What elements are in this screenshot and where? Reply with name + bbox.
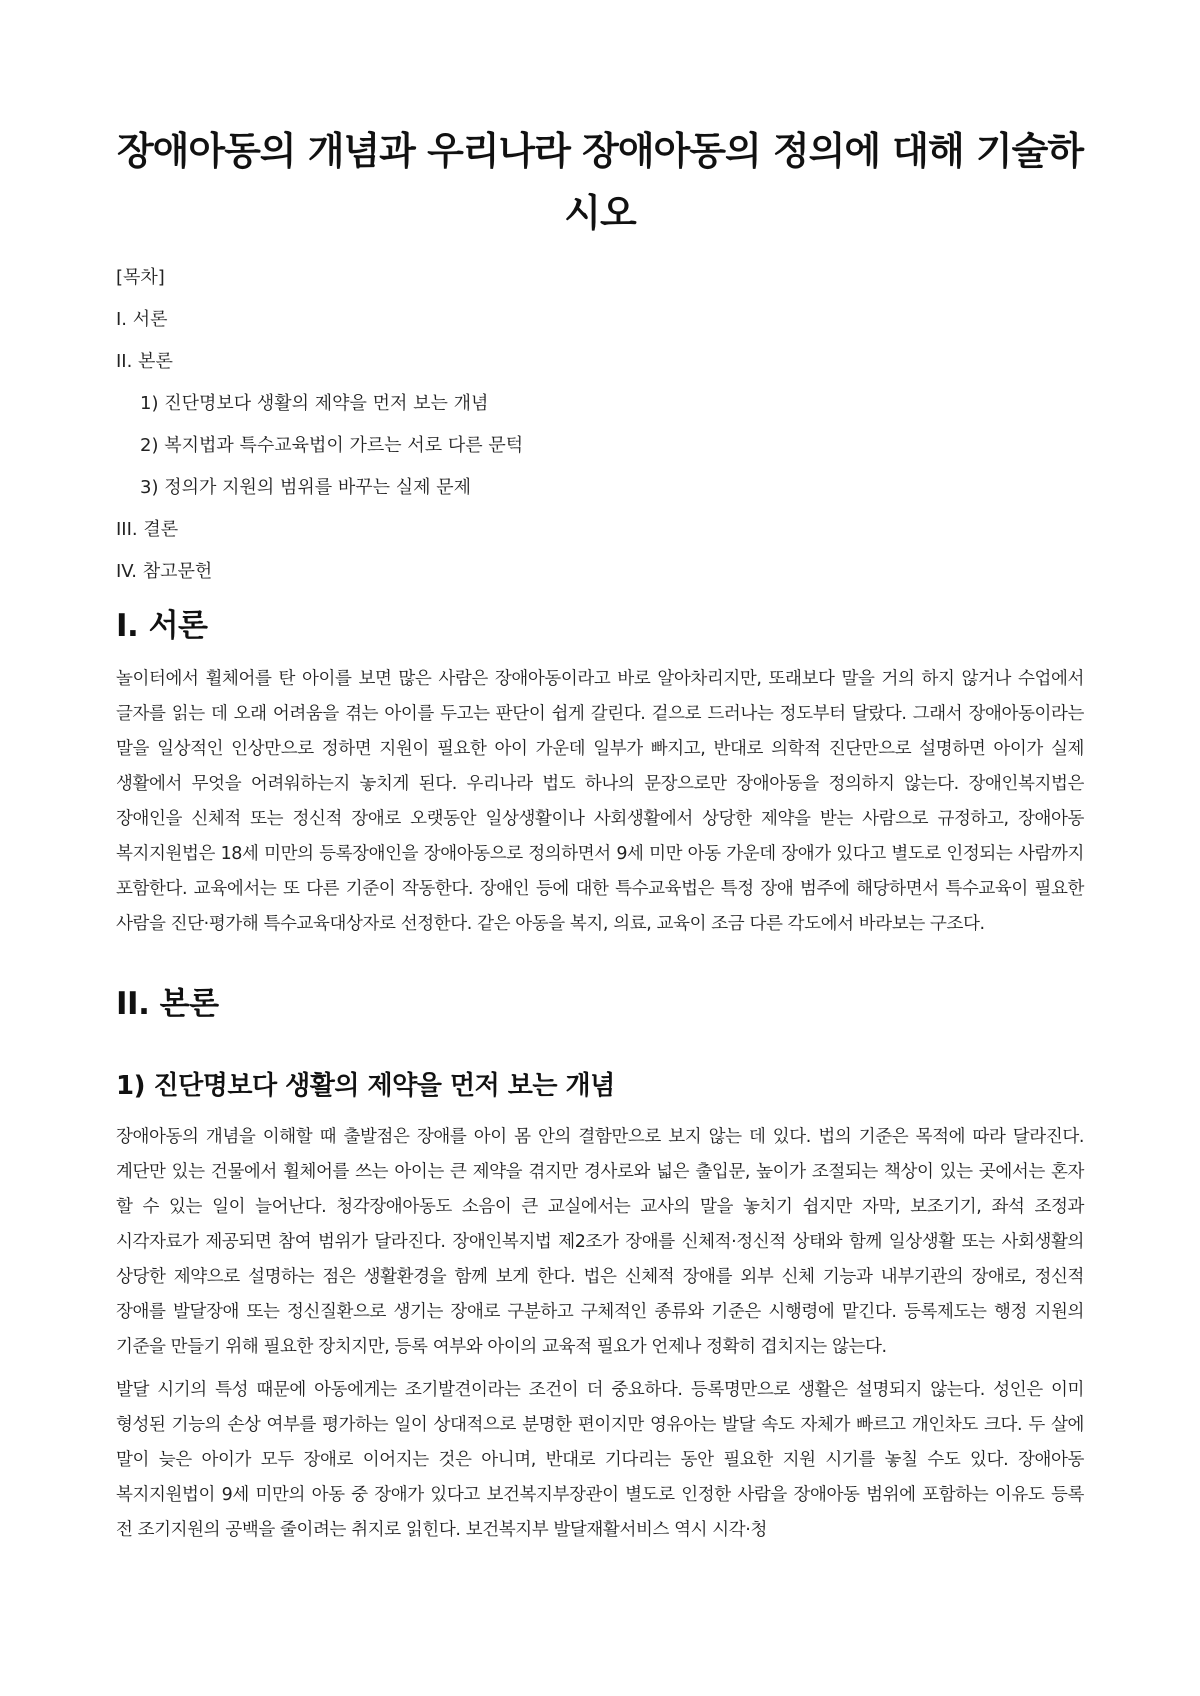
toc-item: II. 본론 xyxy=(116,351,173,372)
toc-subitem: 2) 복지법과 특수교육법이 가르는 서로 다른 문턱 xyxy=(140,435,524,456)
toc-item: III. 결론 xyxy=(116,519,179,540)
body-paragraph: 발달 시기의 특성 때문에 아동에게는 조기발견이라는 조건이 더 중요하다. 등록명만으로 생활은 설명되지 않는다. 성인은 이미 형성된 기능의 손상 여부를 평가하는 일이 상대적으로 분명한 편이지만 영유아는 발달 속도 자체가 빠르고 개인차도 크다. 두 살에 말이 늦은 아이가 모두 장애로 이어지는 것은 아니며, 반대로 기다리는 동안 필요한 지원 시기를 놓칠 수도 있다. 장애아동 복지지원법이 9세 미만의 아동 중 장애가 있다고 보건복지부장관이 별도로 인정한 사람을 장애아동 범위에 포함하는 이유도 등록 전 조기지원의 공백을 줄이려는 취지로 읽힌다. 보건복지부 발달재활서비스 역시 시각·청 xyxy=(116,1380,1084,1540)
document-page xyxy=(116,0,1084,1548)
table-of-contents xyxy=(116,266,1084,584)
document-title: 장애아동의 개념과 우리나라 장애아동의 정의에 대해 기술하시오 xyxy=(116,129,1084,235)
section-heading-intro: I. 서론 xyxy=(116,608,208,644)
toc-item: I. 서론 xyxy=(116,309,168,330)
toc-subitem: 1) 진단명보다 생활의 제약을 먼저 보는 개념 xyxy=(140,393,489,414)
toc-heading: [목차] xyxy=(116,267,165,288)
section-heading-body: II. 본론 xyxy=(116,986,219,1022)
toc-item: IV. 참고문헌 xyxy=(116,561,213,582)
toc-subitem: 3) 정의가 지원의 범위를 바꾸는 실제 문제 xyxy=(140,477,472,498)
subsection-heading-1: 1) 진단명보다 생활의 제약을 먼저 보는 개념 xyxy=(116,1071,615,1101)
intro-paragraph: 놀이터에서 휠체어를 탄 아이를 보면 많은 사람은 장애아동이라고 바로 알아차리지만, 또래보다 말을 거의 하지 않거나 수업에서 글자를 읽는 데 오래 어려움을 겪는 아이를 두고는 판단이 쉽게 갈린다. 겉으로 드러나는 정도부터 달랐다. 그래서 장애아동이라는 말을 일상적인 인상만으로 정하면 지원이 필요한 아이 가운데 일부가 빠지고, 반대로 의학적 진단만으로 설명하면 아이가 실제 생활에서 무엇을 어려워하는지 놓치게 된다. 우리나라 법도 하나의 문장으로만 장애아동을 정의하지 않는다. 장애인복지법은 장애인을 신체적 또는 정신적 장애로 오랫동안 일상생활이나 사회생활에서 상당한 제약을 받는 사람으로 규정하고, 장애아동 복지지원법은 18세 미만의 등록장애인을 장애아동으로 정의하면서 9세 미만 아동 가운데 장애가 있다고 별도로 인정되는 사람까지 포함한다. 교육에서는 또 다른 기준이 작동한다. 장애인 등에 대한 특수교육법은 특정 장애 범주에 해당하면서 특수교육이 필요한 사람을 진단·평가해 특수교육대상자로 선정한다. 같은 아동을 복지, 의료, 교육이 조금 다른 각도에서 바라보는 구조다. xyxy=(116,669,1084,934)
body-paragraph: 장애아동의 개념을 이해할 때 출발점은 장애를 아이 몸 안의 결함만으로 보지 않는 데 있다. 법의 기준은 목적에 따라 달라진다. 계단만 있는 건물에서 휠체어를 쓰는 아이는 큰 제약을 겪지만 경사로와 넓은 출입문, 높이가 조절되는 책상이 있는 곳에서는 혼자 할 수 있는 일이 늘어난다. 청각장애아동도 소음이 큰 교실에서는 교사의 말을 놓치기 쉽지만 자막, 보조기기, 좌석 조정과 시각자료가 제공되면 참여 범위가 달라진다. 장애인복지법 제2조가 장애를 신체적·정신적 상태와 함께 일상생활 또는 사회생활의 상당한 제약으로 설명하는 점은 생활환경을 함께 보게 한다. 법은 신체적 장애를 외부 신체 기능과 내부기관의 장애로, 정신적 장애를 발달장애 또는 정신질환으로 생기는 장애로 구분하고 구체적인 종류와 기준은 시행령에 맡긴다. 등록제도는 행정 지원의 기준을 만들기 위해 필요한 장치지만, 등록 여부와 아이의 교육적 필요가 언제나 정확히 겹치지는 않는다. xyxy=(116,1127,1084,1357)
